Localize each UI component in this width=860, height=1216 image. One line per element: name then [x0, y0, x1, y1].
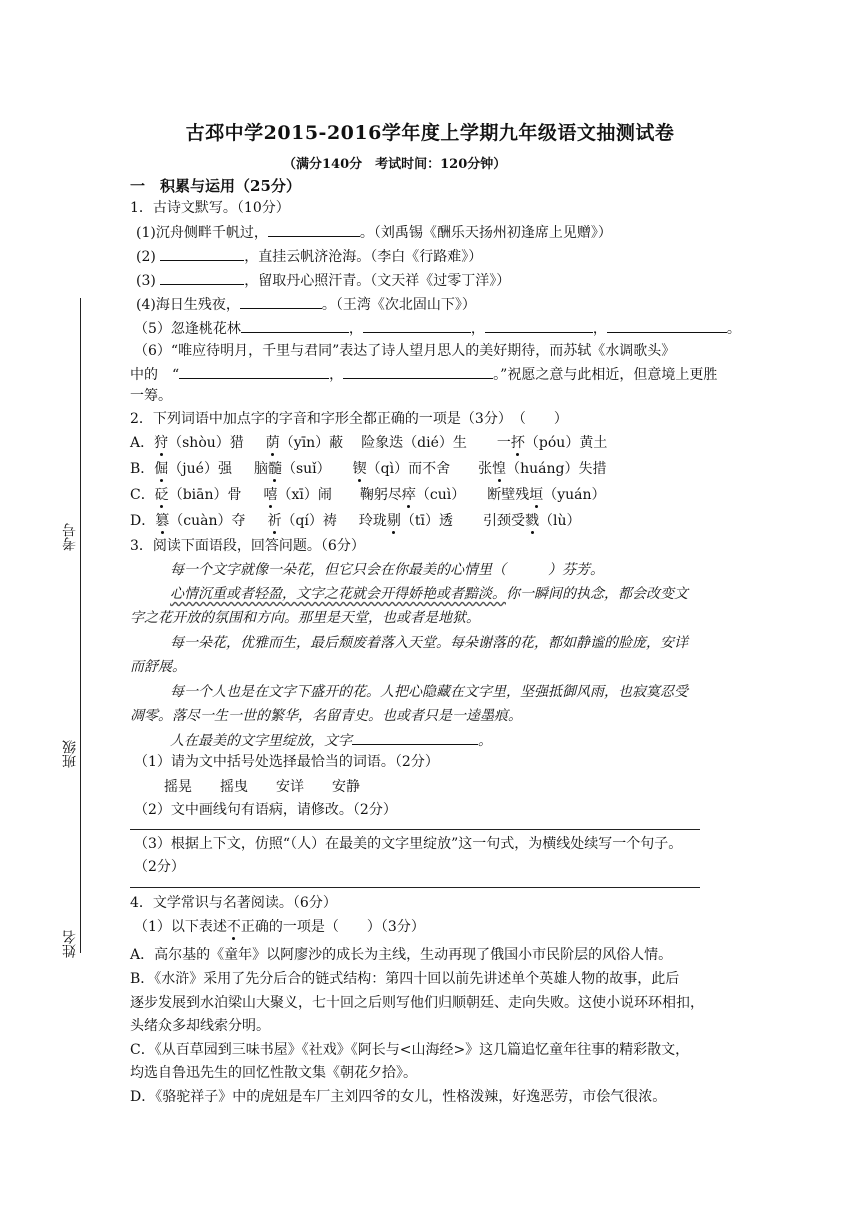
passage-line: 人在最美的文字里绽放，文字 。: [170, 730, 492, 751]
page-title: 古邳中学2015-2016学年度上学期九年级语文抽测试卷: [185, 122, 675, 144]
exam-no-label: 考号: [62, 523, 78, 551]
page-subtitle: （满分140分 考试时间：120分钟）: [283, 157, 507, 172]
passage-line: 凋零。落尽一生一世的繁华，名留青史。也或者只是一逵墨痕。: [130, 708, 522, 724]
answer-blank[interactable]: [363, 318, 471, 333]
q4-header: 4．文学常识与名著阅读。（6分）: [130, 895, 337, 911]
binding-line: [80, 298, 81, 953]
q3-word-options: 摇晃 摇曳 安详 安静: [164, 779, 360, 795]
q4-option-b-cont: 头绪众多却线索分明。: [130, 1018, 270, 1034]
q3-header: 3．阅读下面语段，回答问题。（6分）: [130, 538, 365, 554]
q1-line-3: (3) ，留取丹心照汗青。（文天祥《过零丁洋》）: [136, 270, 510, 291]
answer-blank[interactable]: [485, 318, 593, 333]
underlined-sentence: 心情沉重或者轻盈，文字之花就会开得娇艳或者黯淡。: [170, 586, 506, 602]
passage-line: 而舒展。: [130, 659, 186, 675]
passage-line: 每一朵花，优雅而生，最后颓废着落入天堂。每朵谢落的花，都如静谧的脸庞，安详: [170, 635, 688, 651]
answer-blank[interactable]: [160, 246, 244, 261]
answer-blank[interactable]: [343, 364, 493, 379]
q3-sub-3: （3）根据上下文，仿照“（人）在最美的文字里绽放”这一句式，为横线处续写一个句子。: [134, 836, 683, 852]
q4-sub-1: （1）以下表述不正确的一项是（ ）（3分）: [134, 919, 425, 935]
name-label: 姓名: [62, 930, 78, 958]
passage-line: 每一个文字就像一朵花，但它只会在你最美的心情里（ ）芬芳。: [170, 562, 604, 578]
q3-sub-3b: （2分）: [134, 859, 185, 875]
q1-line-6: （6）“唯应待明月，千里与君同”表达了诗人望月思人的美好期待，而苏轼《水调歌头》: [134, 343, 676, 359]
q2-header: 2．下列词语中加点字的字音和字形全都正确的一项是（3分） （ ）: [130, 411, 568, 427]
q1-line-1: (1)沉舟侧畔千帆过， 。（刘禹锡《酬乐天扬州初逢席上见赠》）: [136, 222, 612, 243]
q1-line-5: （5）忽逢桃花林 ， ， ， 。: [134, 318, 741, 339]
q2-option-c[interactable]: C．砭（biān）骨 嘻（xī）闹 鞠躬尽瘁（cuì） 断壁残垣（yuán）: [130, 487, 606, 503]
q4-option-c-cont: 均选自鲁迅先生的回忆性散文集《朝花夕拾》。: [130, 1065, 417, 1081]
answer-blank[interactable]: [240, 294, 322, 309]
answer-line[interactable]: [130, 887, 700, 888]
q2-option-d[interactable]: D．篡（cuàn）夺 祈（qí）祷 玲珑剔（tī）透 引颈受戮（lù）: [130, 513, 581, 529]
answer-blank[interactable]: [160, 270, 244, 285]
class-label: 班级: [62, 740, 78, 768]
q3-sub-1: （1）请为文中括号处选择最恰当的词语。（2分）: [134, 754, 439, 770]
answer-line[interactable]: [130, 829, 700, 830]
q4-option-b[interactable]: B．《水浒》采用了先分后合的链式结构：第四十回以前先讲述单个英雄人物的故事，此后: [130, 971, 680, 987]
q1-header: 1．古诗文默写。（10分）: [130, 200, 290, 216]
q2-option-a[interactable]: A．狩（shòu）猎 荫（yīn）蔽 险象迭（dié）生 一抔（póu）黄土: [130, 435, 608, 451]
answer-blank[interactable]: [179, 364, 329, 379]
passage-line: 每一个人也是在文字下盛开的花。人把心隐藏在文字里，坚强抵御风雨，也寂寞忍受: [170, 684, 688, 700]
q1-line-6c: 一筹。: [130, 388, 172, 404]
q3-sub-2: （2）文中画线句有语病，请修改。（2分）: [134, 802, 397, 818]
section-heading: 一 积累与运用（25分）: [130, 177, 301, 195]
q4-option-c[interactable]: C．《从百草园到三味书屋》《社戏》《阿长与<山海经>》这几篇追忆童年往事的精彩散文，: [130, 1042, 690, 1058]
q4-option-d[interactable]: D．《骆驼祥子》中的虎妞是车厂主刘四爷的女儿，性格泼辣，好逸恶劳，市侩气很浓。: [130, 1089, 667, 1105]
passage-line: 心情沉重或者轻盈，文字之花就会开得娇艳或者黯淡。你一瞬间的执念，都会改变文: [170, 586, 688, 602]
passage-line: 字之花开放的氛围和方向。那里是天堂，也或者是地狱。: [130, 610, 480, 626]
q1-line-2: (2) ，直挂云帆济沧海。（李白《行路难》）: [136, 246, 482, 267]
q1-line-4: (4)海日生残夜， 。（王湾《次北固山下》）: [136, 294, 476, 315]
answer-blank[interactable]: [241, 318, 349, 333]
q2-option-b[interactable]: B．倔（jué）强 脑髓（suǐ） 锲（qì）而不舍 张惶（huáng）失措: [130, 461, 607, 477]
q4-option-b-cont: 逐步发展到水泊梁山大聚义，七十回之后则写他们归顺朝廷、走向失败。这使小说环环相扣，: [130, 995, 704, 1011]
answer-blank[interactable]: [352, 730, 478, 745]
q1-line-6b: 中的 “ ， 。”祝愿之意与此相近，但意境上更胜: [130, 364, 717, 385]
q4-option-a[interactable]: A．高尔基的《童年》以阿廖沙的成长为主线，生动再现了俄国小市民阶层的风俗人情。: [130, 947, 673, 963]
answer-blank[interactable]: [607, 318, 727, 333]
answer-blank[interactable]: [268, 222, 360, 237]
